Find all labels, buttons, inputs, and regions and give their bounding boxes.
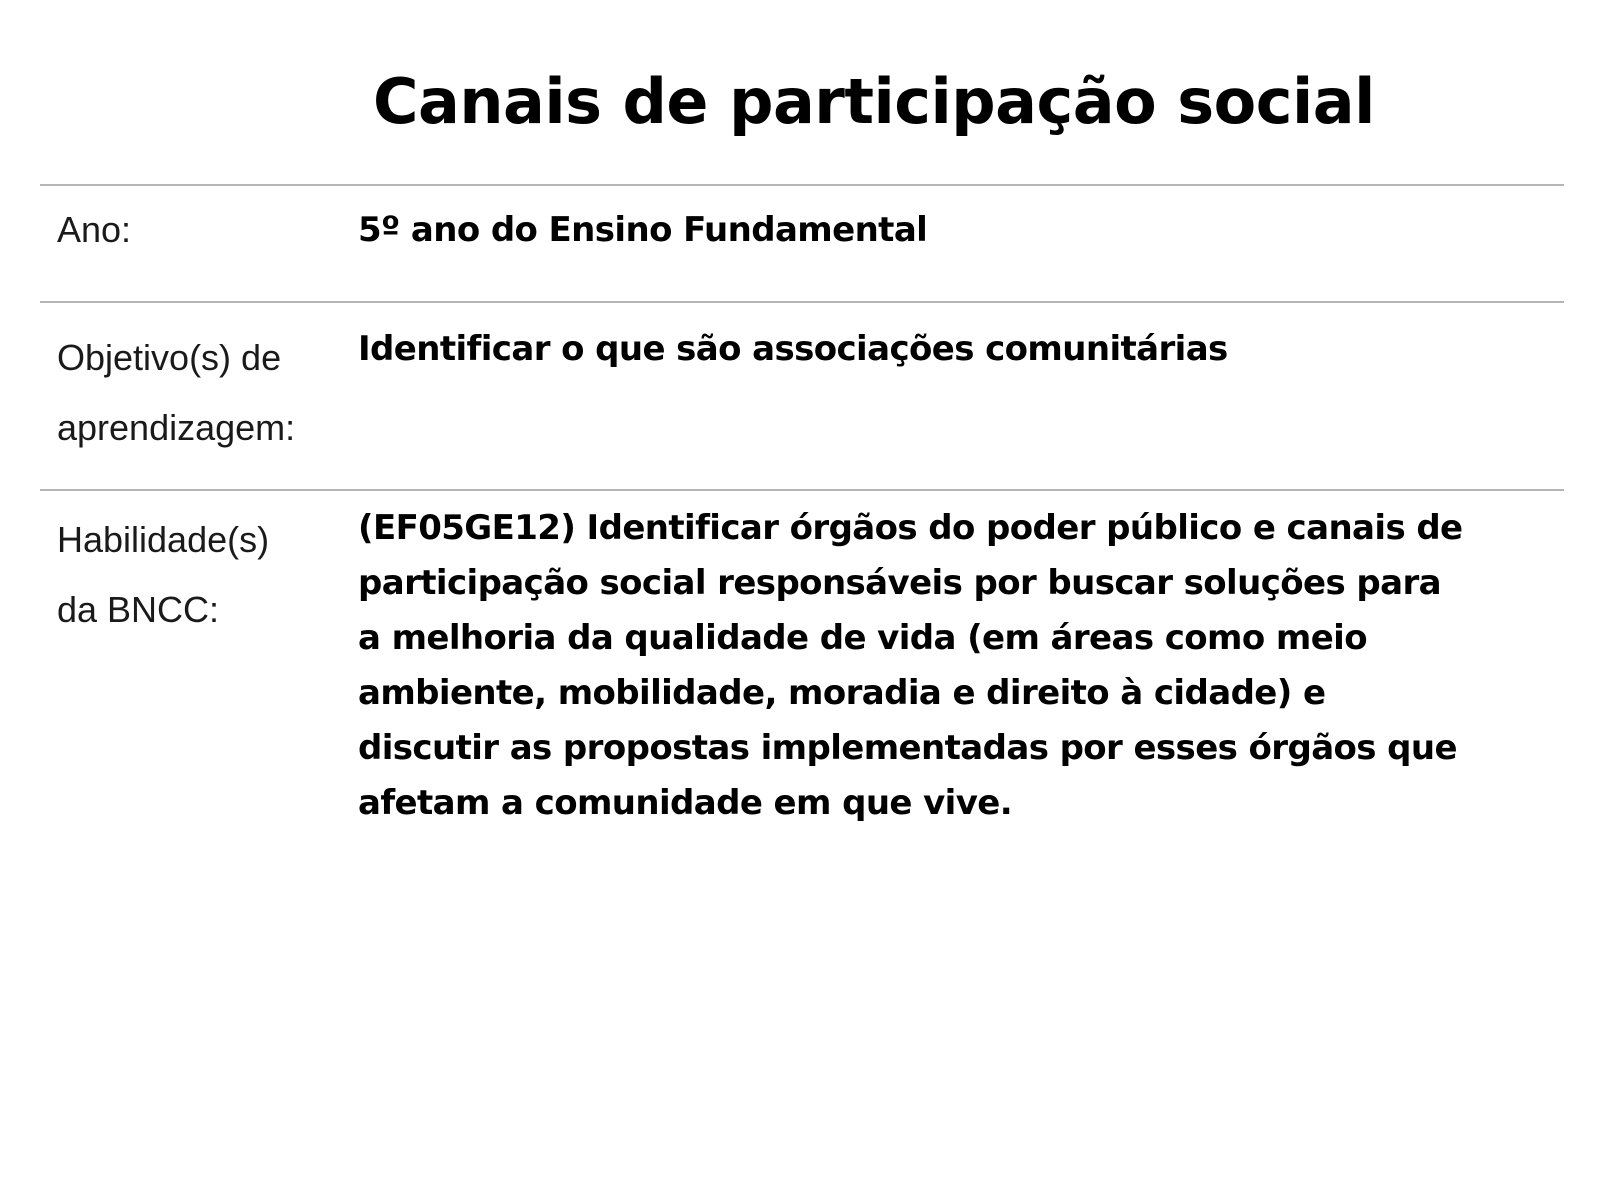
row-value-ano (358, 186, 1564, 301)
label-line: aprendizagem: (57, 407, 296, 448)
value-line: Identificar o que são associações comunitárias (358, 329, 1228, 369)
value-line: participação social responsáveis por buscar soluções para (358, 563, 1441, 603)
value-line: 5º ano do Ensino Fundamental (358, 210, 928, 250)
row-value-objetivo (358, 303, 1564, 489)
lesson-info-table (40, 184, 1564, 891)
row-label-objetivo (40, 303, 358, 489)
value-line: afetam a comunidade em que vive. (358, 783, 1013, 823)
label-line: Objetivo(s) de (57, 337, 282, 378)
value-line: (EF05GE12) Identificar órgãos do poder público e canais de (358, 508, 1463, 548)
table-row-ano (40, 184, 1564, 301)
row-label-ano (40, 186, 358, 301)
label-line: da BNCC: (57, 589, 220, 630)
row-value-habilidade (358, 491, 1564, 891)
table-row-objetivo (40, 301, 1564, 489)
table-row-habilidade (40, 489, 1564, 891)
value-line: a melhoria da qualidade de vida (em áreas como meio (358, 618, 1367, 658)
row-label-habilidade (40, 491, 358, 891)
label-line: Ano: (57, 209, 132, 250)
page-title: Canais de participação social (373, 65, 1375, 138)
label-line: Habilidade(s) (57, 519, 270, 560)
value-line: ambiente, mobilidade, moradia e direito à cidade) e (358, 673, 1326, 713)
value-line: discutir as propostas implementadas por esses órgãos que (358, 728, 1457, 768)
